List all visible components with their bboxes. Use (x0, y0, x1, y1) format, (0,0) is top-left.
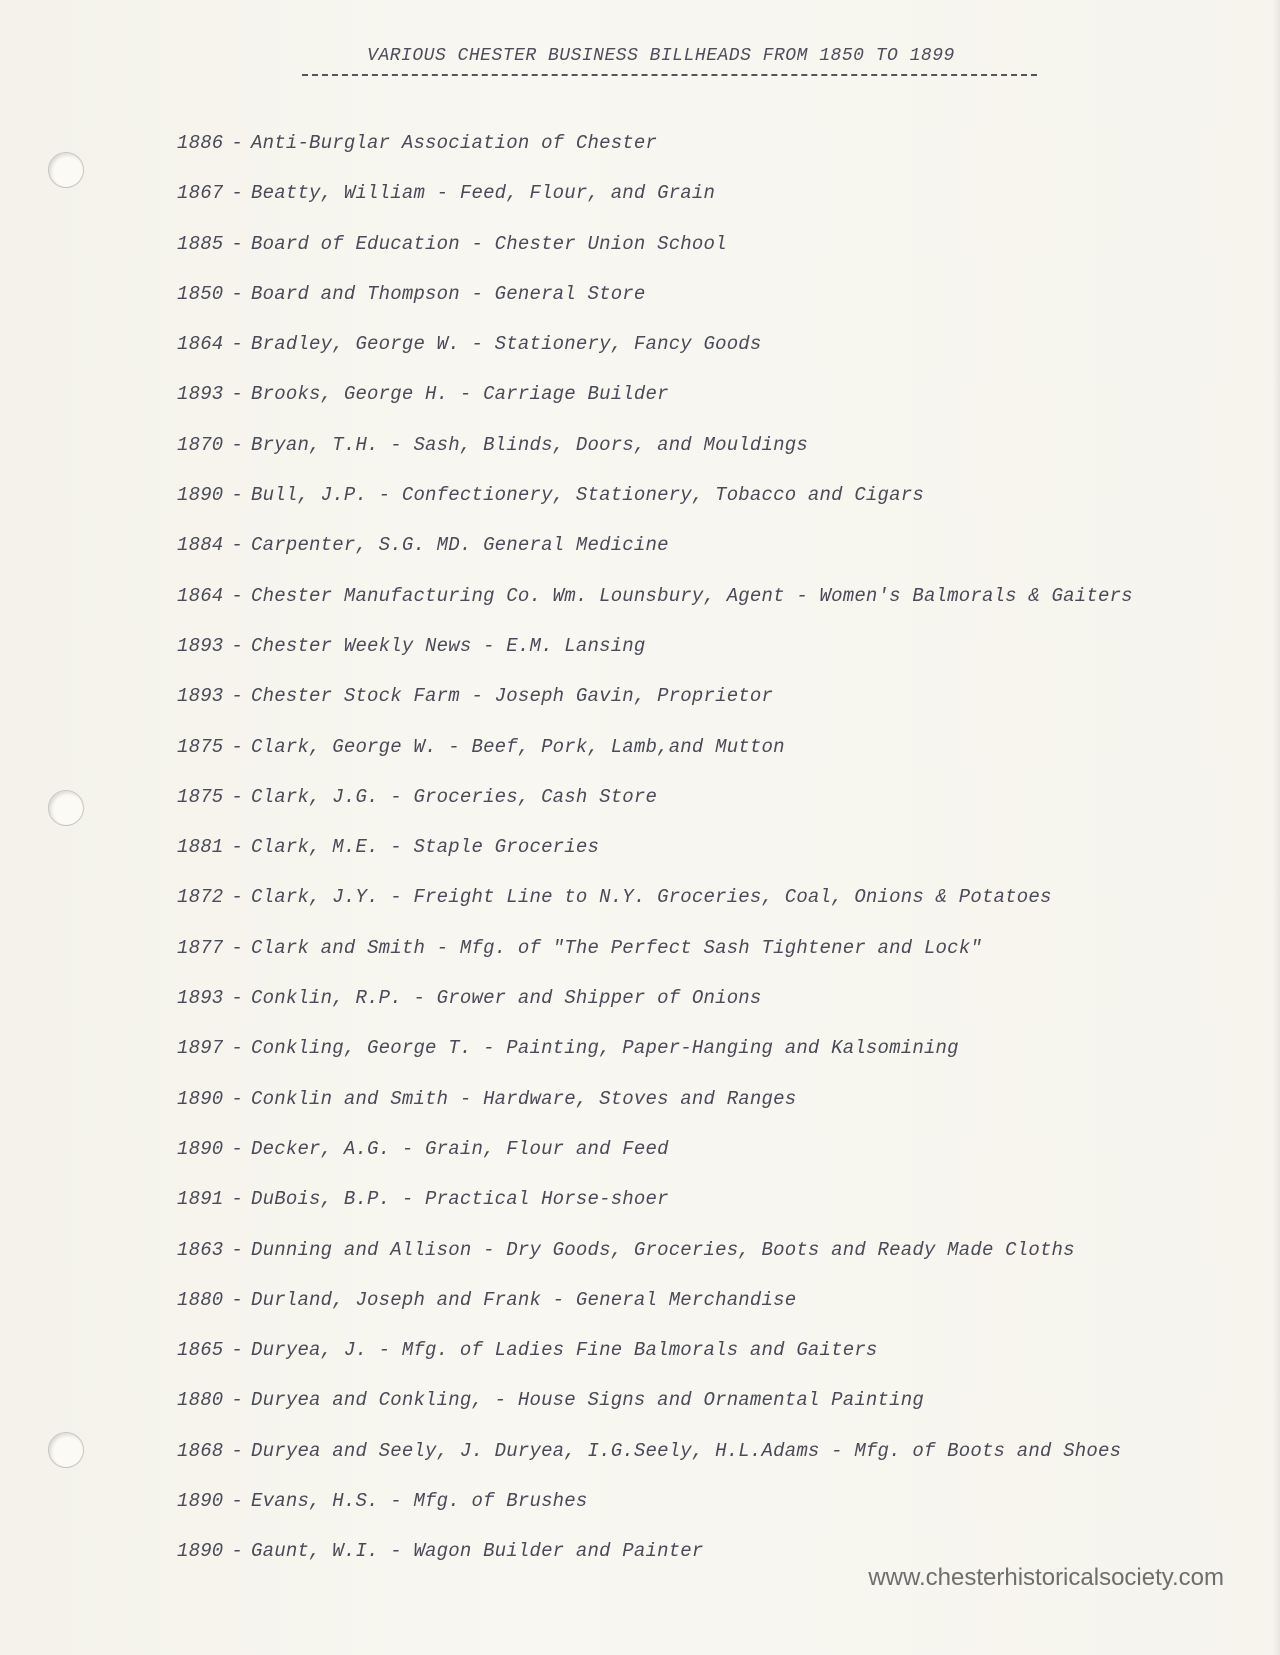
billhead-entry (177, 1124, 1133, 1174)
billhead-entry (177, 671, 1133, 721)
entry-year: 1886 (177, 132, 224, 154)
entry-description: Durland, Joseph and Frank - General Merchandise (251, 1288, 797, 1311)
entry-separator: - (231, 1540, 244, 1563)
entry-year: 1864 (177, 584, 224, 607)
entry-description: Chester Stock Farm - Joseph Gavin, Proprietor (251, 685, 774, 708)
billhead-list (177, 118, 1133, 1577)
billhead-entry (177, 319, 1133, 369)
entry-description: Decker, A.G. - Grain, Flour and Feed (251, 1137, 669, 1160)
billhead-entry (177, 420, 1133, 470)
entry-year: 1867 (177, 182, 224, 205)
entry-description: Duryea, J. - Mfg. of Ladies Fine Balmorals and Gaiters (251, 1339, 878, 1362)
entry-description: Duryea and Seely, J. Duryea, I.G.Seely, H.L.Adams - Mfg. of Boots and Shoes (251, 1439, 1122, 1462)
entry-year: 1885 (177, 232, 224, 255)
entry-description: Bradley, George W. - Stationery, Fancy Goods (251, 333, 762, 356)
entry-description: Bryan, T.H. - Sash, Blinds, Doors, and Mouldings (251, 433, 808, 456)
entry-separator: - (231, 132, 244, 154)
entry-description: Board of Education - Chester Union School (251, 232, 727, 255)
entry-description: Duryea and Conkling, - House Signs and Ornamental Painting (251, 1389, 924, 1412)
entry-year: 1881 (177, 836, 224, 859)
entry-year: 1893 (177, 685, 224, 708)
billhead-entry (177, 822, 1133, 872)
billhead-entry (177, 1225, 1133, 1275)
entry-separator: - (231, 685, 244, 708)
entry-year: 1890 (177, 1137, 224, 1160)
entry-description: Clark and Smith - Mfg. of "The Perfect Sash Tightener and Lock" (251, 936, 982, 959)
entry-separator: - (231, 584, 244, 607)
entry-year: 1880 (177, 1389, 224, 1412)
entry-description: DuBois, B.P. - Practical Horse-shoer (251, 1188, 669, 1211)
entry-separator: - (231, 886, 244, 909)
entry-description: Board and Thompson - General Store (251, 282, 646, 305)
watermark: www.chesterhistoricalsociety.com (868, 1564, 1224, 1591)
entry-description: Gaunt, W.I. - Wagon Builder and Painter (251, 1540, 704, 1563)
entry-description: Clark, J.Y. - Freight Line to N.Y. Groceries, Coal, Onions & Potatoes (251, 886, 1052, 909)
entry-separator: - (231, 433, 244, 456)
entry-description: Dunning and Allison - Dry Goods, Groceries, Boots and Ready Made Cloths (251, 1238, 1075, 1261)
entry-year: 1893 (177, 987, 224, 1010)
entry-year: 1890 (177, 484, 224, 507)
title-underline (302, 74, 1037, 76)
entry-separator: - (231, 836, 244, 859)
entry-year: 1884 (177, 534, 224, 557)
billhead-entry (177, 118, 1133, 168)
billhead-entry (177, 872, 1133, 922)
punch-hole-bottom (48, 1432, 84, 1468)
billhead-entry (177, 1275, 1133, 1325)
punch-hole-middle (48, 790, 84, 826)
entry-separator: - (231, 735, 244, 758)
entry-separator: - (231, 634, 244, 657)
entry-separator: - (231, 1037, 244, 1060)
entry-year: 1850 (177, 282, 224, 305)
entry-year: 1863 (177, 1238, 224, 1261)
billhead-entry (177, 1375, 1133, 1425)
entry-separator: - (231, 182, 244, 205)
entry-year: 1890 (177, 1540, 224, 1563)
billhead-entry (177, 1426, 1133, 1476)
entry-description: Conklin and Smith - Hardware, Stoves and Ranges (251, 1087, 797, 1110)
entry-description: Carpenter, S.G. MD. General Medicine (251, 534, 669, 557)
billhead-entry (177, 1325, 1133, 1375)
entry-separator: - (231, 534, 244, 557)
billhead-entry (177, 722, 1133, 772)
billhead-entry (177, 369, 1133, 419)
entry-year: 1872 (177, 886, 224, 909)
entry-separator: - (231, 333, 244, 356)
entry-year: 1875 (177, 735, 224, 758)
billhead-entry (177, 621, 1133, 671)
billhead-entry (177, 923, 1133, 973)
entry-year: 1877 (177, 936, 224, 959)
billhead-entry (177, 973, 1133, 1023)
entry-description: Brooks, George H. - Carriage Builder (251, 383, 669, 406)
entry-year: 1890 (177, 1087, 224, 1110)
entry-year: 1865 (177, 1339, 224, 1362)
billhead-entry (177, 772, 1133, 822)
entry-description: Chester Manufacturing Co. Wm. Lounsbury, Agent - Women's Balmorals & Gaiters (251, 584, 1133, 607)
entry-separator: - (231, 1238, 244, 1261)
entry-separator: - (231, 785, 244, 808)
entry-separator: - (231, 484, 244, 507)
document-title: VARIOUS CHESTER BUSINESS BILLHEADS FROM 1850 TO 1899 (367, 46, 955, 66)
entry-year: 1868 (177, 1439, 224, 1462)
entry-description: Clark, M.E. - Staple Groceries (251, 836, 600, 859)
billhead-entry (177, 219, 1133, 269)
entry-description: Chester Weekly News - E.M. Lansing (251, 634, 646, 657)
entry-year: 1875 (177, 785, 224, 808)
entry-description: Clark, J.G. - Groceries, Cash Store (251, 785, 658, 808)
entry-separator: - (231, 1389, 244, 1412)
entry-separator: - (231, 1087, 244, 1110)
entry-separator: - (231, 936, 244, 959)
billhead-entry (177, 1476, 1133, 1526)
billhead-entry (177, 571, 1133, 621)
billhead-entry (177, 1074, 1133, 1124)
billhead-entry (177, 520, 1133, 570)
billhead-entry (177, 1174, 1133, 1224)
billhead-entry (177, 168, 1133, 218)
entry-description: Beatty, William - Feed, Flour, and Grain (251, 182, 716, 205)
entry-description: Bull, J.P. - Confectionery, Stationery, Tobacco and Cigars (251, 484, 924, 507)
entry-separator: - (231, 1490, 244, 1513)
billhead-entry (177, 1023, 1133, 1073)
entry-year: 1890 (177, 1490, 224, 1513)
entry-description: Anti-Burglar Association of Chester (251, 132, 658, 154)
entry-separator: - (231, 987, 244, 1010)
entry-separator: - (231, 1439, 244, 1462)
billhead-entry (177, 269, 1133, 319)
entry-separator: - (231, 282, 244, 305)
punch-hole-top (48, 152, 84, 188)
entry-description: Evans, H.S. - Mfg. of Brushes (251, 1490, 588, 1513)
entry-description: Conkling, George T. - Painting, Paper-Hanging and Kalsomining (251, 1037, 959, 1060)
entry-year: 1893 (177, 634, 224, 657)
entry-year: 1864 (177, 333, 224, 356)
entry-separator: - (231, 1137, 244, 1160)
entry-separator: - (231, 232, 244, 255)
entry-separator: - (231, 383, 244, 406)
billhead-entry (177, 470, 1133, 520)
entry-separator: - (231, 1288, 244, 1311)
entry-year: 1893 (177, 383, 224, 406)
entry-year: 1880 (177, 1288, 224, 1311)
entry-separator: - (231, 1339, 244, 1362)
entry-year: 1897 (177, 1037, 224, 1060)
entry-year: 1891 (177, 1188, 224, 1211)
entry-year: 1870 (177, 433, 224, 456)
entry-description: Clark, George W. - Beef, Pork, Lamb,and Mutton (251, 735, 785, 758)
entry-description: Conklin, R.P. - Grower and Shipper of Onions (251, 987, 762, 1010)
entry-separator: - (231, 1188, 244, 1211)
page-edge-shadow (1272, 0, 1280, 1655)
